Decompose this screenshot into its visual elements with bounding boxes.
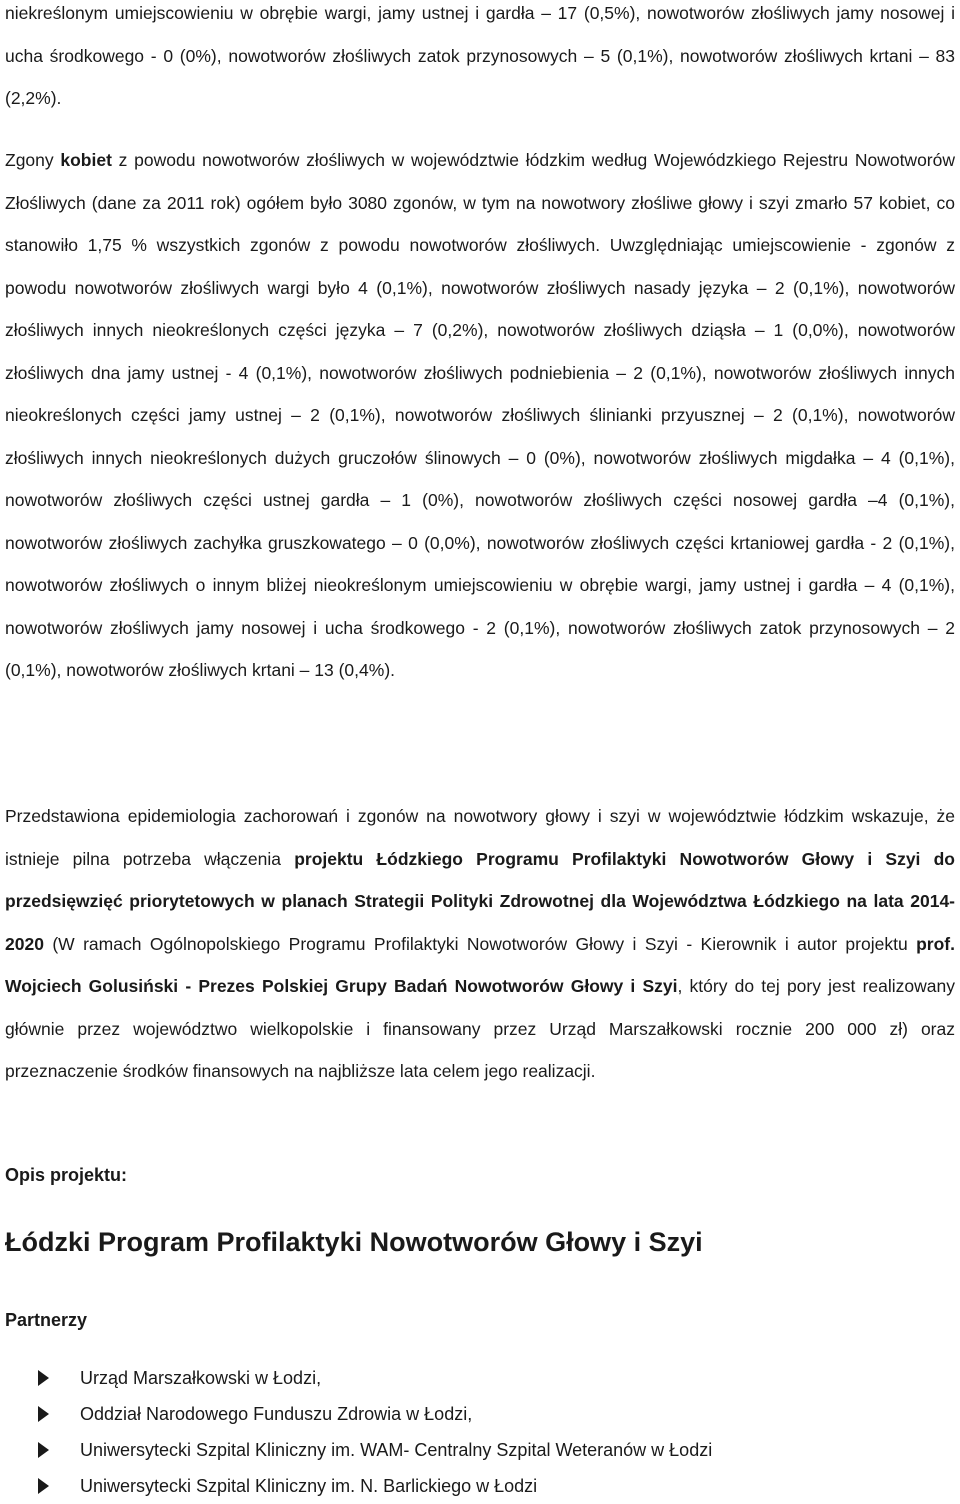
paragraph-text: Przedstawiona epidemiologia zachorowań i zgonów na nowotwory głowy i szyi w województwie łódzkim wskazuje, że istnieje pilna potrzeba włączenia <box>5 806 955 869</box>
partner-name: Uniwersytecki Szpital Kliniczny im. WAM- Centralny Szpital Weteranów w Łodzi <box>80 1440 713 1460</box>
triangle-bullet-icon <box>38 1478 49 1494</box>
bold-text: projektu Łódzkiego Programu Profilaktyki Nowotworów Głowy i Szyi do przedsięwzięć priorytetowych w planach Strategii Polityki Zdrowotnej dla Województwa Łódzkiego na lata 2014-2020 <box>5 848 955 954</box>
paragraph-mortality <box>5 139 955 692</box>
list-item <box>38 1468 712 1504</box>
triangle-bullet-icon <box>38 1406 49 1422</box>
paragraph-text: , który do tej pory jest realizowany głównie przez województwo wielkopolskie i finansowany przez Urząd Marszałkowski rocznie 200 000 zł) oraz przeznaczenie środków finansowych na najbliższe lata celem jego realizacji. <box>5 976 955 1081</box>
triangle-bullet-icon <box>38 1370 49 1386</box>
paragraph-incidence-continuation <box>5 0 955 120</box>
partner-name: Urząd Marszałkowski w Łodzi, <box>80 1368 322 1388</box>
paragraph-text: Zgony <box>5 150 61 170</box>
paragraph-text: z powodu nowotworów złośliwych w województwie łódzkim według Wojewódzkiego Rejestru Nowotworów Złośliwych (dane za 2011 rok) ogółem było 3080 zgonów, w tym na nowotwory złośliwe głowy i szyi zmarło 57 kobiet, co stanowiło 1,75 % wszystkich zgonów z powodu nowotworów złośliwych. Uwzględniając umiejscowienie - zgonów z powodu nowotworów złośliwych wargi było 4 (0,1%), nowotworów złośliwych nasady języka – 2 (0,1%), nowotworów złośliwych innych nieokreślonych części języka – 7 (0,2%), nowotworów złośliwych dziąsła – 1 (0,0%), nowotworów złośliwych dna jamy ustnej - 4 (0,1%), nowotworów złośliwych podniebienia – 2 (0,1%), nowotworów złośliwych innych nieokreślonych części jamy ustnej – 2 (0,1%), nowotworów złośliwych ślinianki przyusznej – 2 (0,1%), nowotworów złośliwych innych nieokreślonych dużych gruczołów ślinowych – 0 (0%), nowotworów złośliwych migdałka – 4 (0,1%), nowotworów złośliwych części ustnej gardła – 1 (0%), nowotworów złośliwych części nosowej gardła –4 (0,1%), nowotworów złośliwych zachyłka gruszkowatego – 0 (0,0%), nowotworów złośliwych części krtaniowej gardła - 2 (0,1%), nowotworów złośliwych o innym bliżej nieokreślonym umiejscowieniu w obrębie wargi, jamy ustnej i gardła – 4 (0,1%), nowotworów złośliwych jamy nosowej i ucha środkowego - 2 (0,1%), nowotworów złośliwych zatok przynosowych – 2 (0,1%), nowotworów złośliwych krtani – 13 (0,4%). <box>5 150 956 680</box>
list-item <box>38 1396 712 1432</box>
partner-name: Oddział Narodowego Funduszu Zdrowia w Łodzi, <box>80 1404 473 1424</box>
partners-list <box>38 1360 712 1504</box>
bold-text: prof. Wojciech Golusiński - Prezes Polskiej Grupy Badań Nowotworów Głowy i Szyi <box>5 933 955 996</box>
partner-name: Uniwersytecki Szpital Kliniczny im. N. Barlickiego w Łodzi <box>80 1476 538 1496</box>
paragraph-text: (W ramach Ogólnopolskiego Programu Profilaktyki Nowotworów Głowy i Szyi - Kierownik i autor projektu <box>43 933 917 954</box>
list-item <box>38 1432 712 1468</box>
section-heading-partners: Partnerzy <box>5 1310 88 1330</box>
program-title: Łódzki Program Profilaktyki Nowotworów Głowy i Szyi <box>5 1227 703 1257</box>
triangle-bullet-icon <box>38 1442 49 1458</box>
paragraph-program-justification <box>5 795 955 1093</box>
bold-text: kobiet <box>60 150 112 170</box>
paragraph-text: niekreślonym umiejscowieniu w obrębie wargi, jamy ustnej i gardła – 17 (0,5%), nowotworów złośliwych jamy nosowej i ucha środkowego - 0 (0%), nowotworów złośliwych zatok przynosowych – 5 (0,1%), nowotworów złośliwych krtani – 83 (2,2%). <box>5 3 955 108</box>
section-heading-opis: Opis projektu: <box>5 1165 128 1185</box>
list-item <box>38 1360 712 1396</box>
